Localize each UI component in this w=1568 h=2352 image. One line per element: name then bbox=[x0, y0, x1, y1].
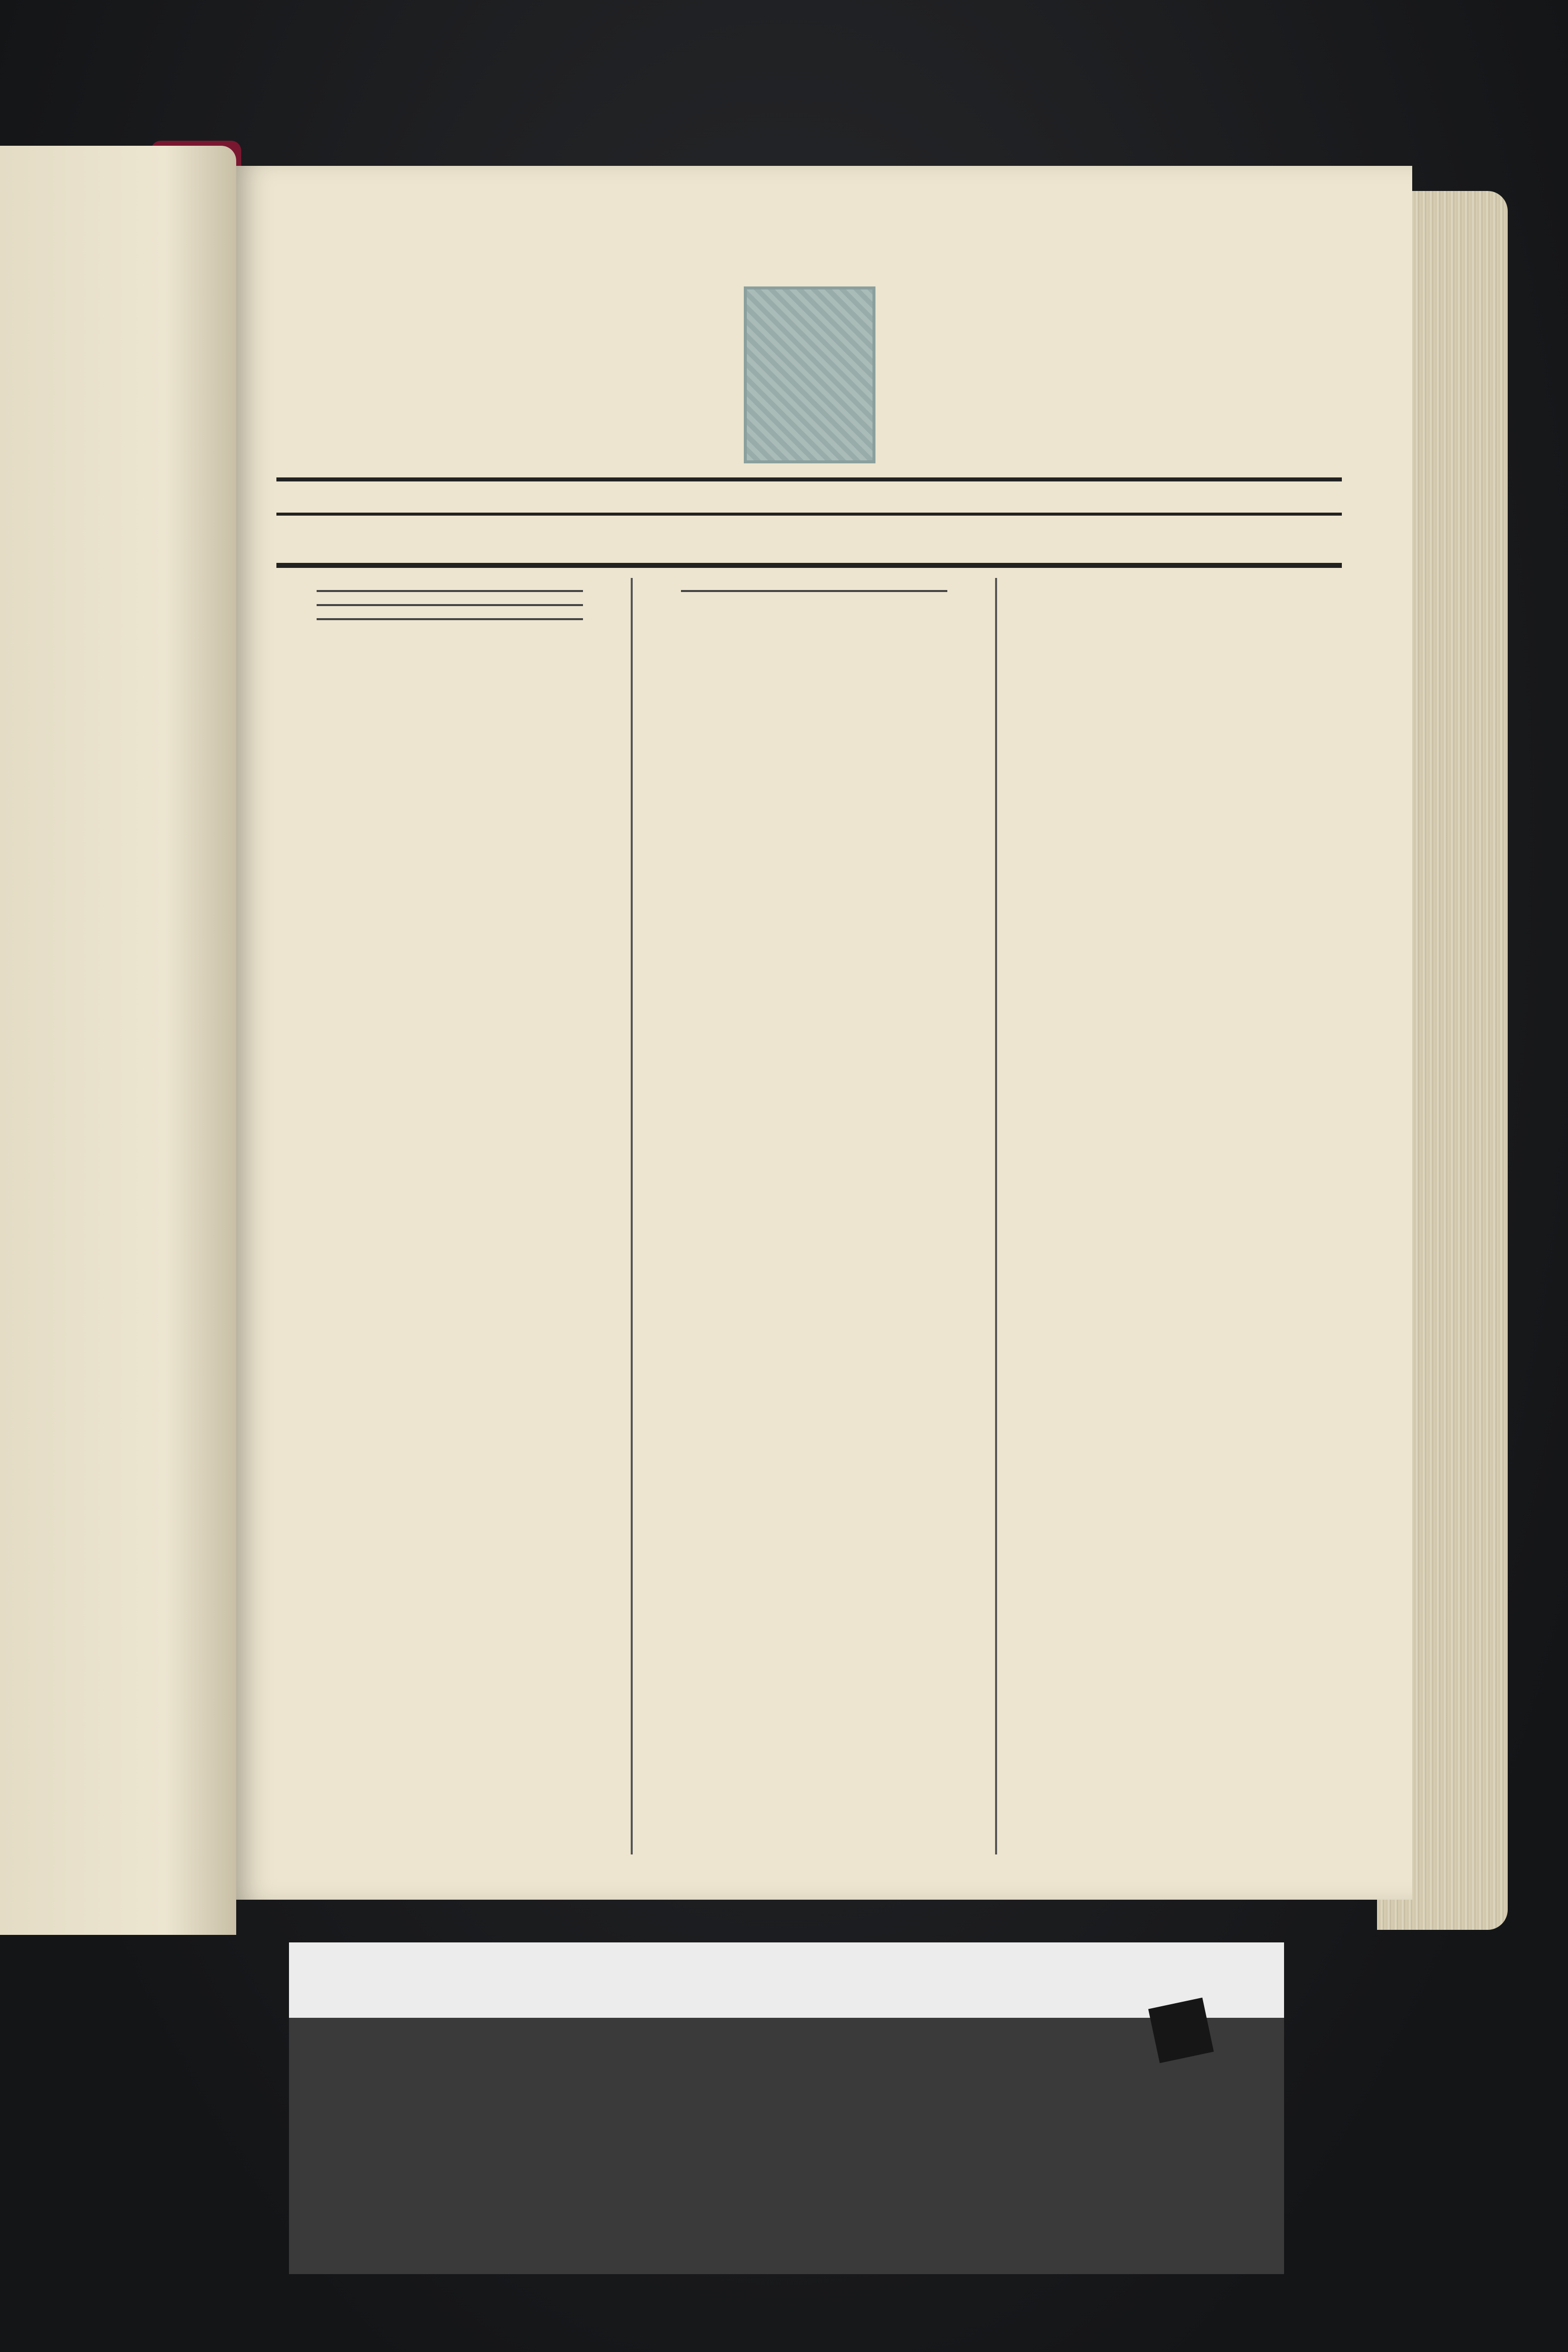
swatch-label bbox=[731, 2073, 842, 2108]
swatch-label bbox=[952, 2073, 1063, 2108]
swatch-label bbox=[1173, 2073, 1284, 2108]
swatch-row-light bbox=[289, 2108, 1284, 2194]
masthead-title bbox=[276, 266, 1342, 457]
swatch-label bbox=[842, 2073, 952, 2108]
newspaper-page bbox=[236, 166, 1412, 1900]
swatch-label bbox=[621, 2073, 731, 2108]
masthead-rule bbox=[276, 477, 1342, 481]
column-1 bbox=[276, 578, 623, 1854]
motto-rule bbox=[276, 513, 1342, 516]
issue-rule bbox=[276, 563, 1342, 568]
left-page bbox=[0, 146, 236, 1935]
swatch-row-dark bbox=[289, 2194, 1284, 2274]
colour-chart bbox=[289, 1942, 1284, 2274]
column-3 bbox=[1005, 578, 1352, 1854]
ruler bbox=[289, 1942, 1284, 2018]
swatch-label bbox=[289, 2073, 400, 2108]
section-divider bbox=[317, 590, 583, 592]
swatch-label bbox=[400, 2073, 510, 2108]
swatch-label bbox=[510, 2073, 621, 2108]
column-rule bbox=[995, 578, 997, 1854]
swatch-labels bbox=[289, 2073, 1284, 2108]
column-rule bbox=[631, 578, 633, 1854]
brand-logo bbox=[1148, 1998, 1214, 2063]
chart-title bbox=[289, 2018, 1284, 2073]
section-divider bbox=[317, 604, 583, 606]
column-2 bbox=[641, 578, 988, 1854]
issue-line bbox=[276, 523, 1342, 563]
section-divider bbox=[681, 590, 947, 592]
section-divider bbox=[317, 618, 583, 620]
swatch-label bbox=[1063, 2073, 1173, 2108]
